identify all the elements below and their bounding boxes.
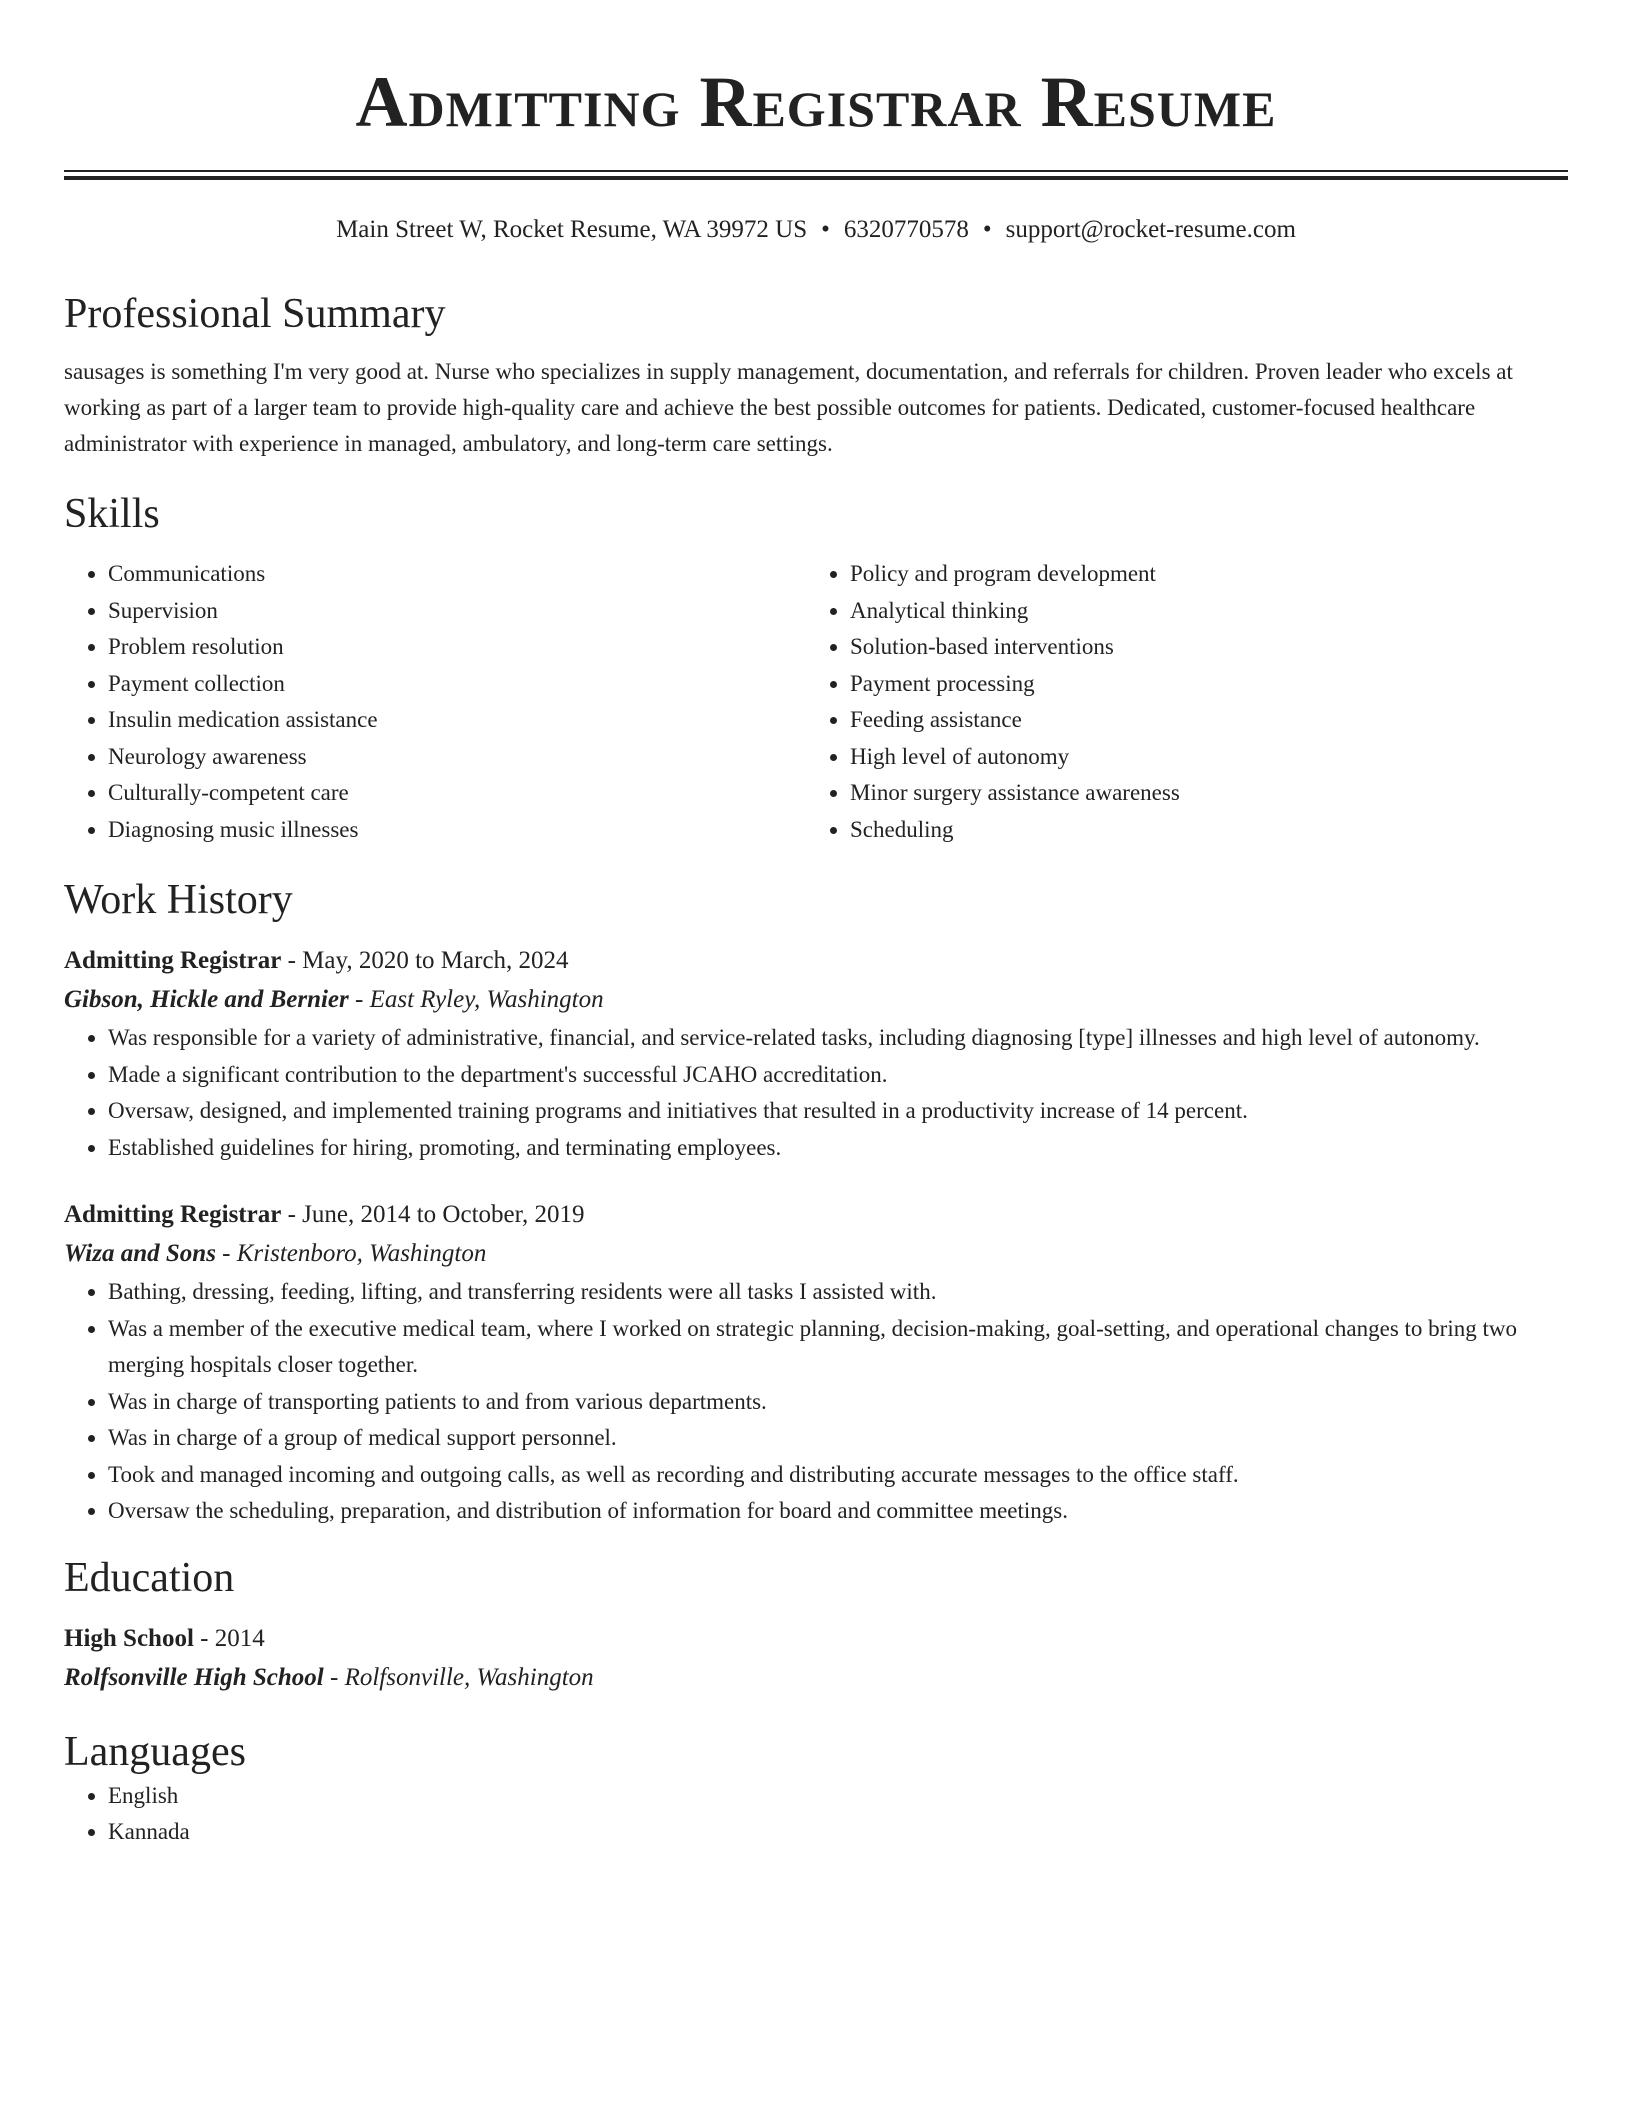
job-bullet: • Oversaw the scheduling, preparation, and distribution of information for board and committee meetings. [108,1493,1568,1530]
skill-item: • Diagnosing music illnesses [108,812,806,849]
job-location: - Kristenboro, Washington [215,1240,487,1267]
education-degree: High School [64,1624,194,1652]
skill-item: • Solution-based interventions [850,629,1548,666]
skill-item: • Scheduling [850,812,1548,849]
job-title: Admitting Registrar [64,1201,282,1228]
skill-item: • Problem resolution [108,629,806,666]
skill-item: • Payment collection [108,666,806,703]
job-header [64,1196,1568,1234]
job-bullet: • Was in charge of a group of medical support personnel. [108,1420,1568,1457]
job-bullet: • Bathing, dressing, feeding, lifting, and transferring residents were all tasks I assisted with. [108,1274,1568,1311]
skill-item: • High level of autonomy [850,739,1548,776]
language-item: • Kannada [108,1814,1568,1851]
summary-text: sausages is something I'm very good at. Nurse who specializes in supply management, documentation, and referrals for children. Proven leader who excels at working as part of a larger team to provide high-quality care and achieve the best possible outcomes for patients. Dedicated, customer-focused healthcare administrator with experience in managed, ambulatory, and long-term care settings. [64,359,1513,456]
work-history-heading: Work History [64,877,293,923]
education-header [64,1620,1568,1658]
job-employer [64,980,1568,1020]
skill-item: • Supervision [108,593,806,630]
job-bullet: • Was a member of the executive medical team, where I worked on strategic planning, decision-making, goal-setting, and operational changes to bring two merging hospitals closer together. [108,1311,1568,1384]
skill-item: • Feeding assistance [850,702,1548,739]
job-bullet: • Oversaw, designed, and implemented training programs and initiatives that resulted in a productivity increase of 14 percent. [108,1093,1568,1130]
title-divider [64,170,1568,180]
resume-page [64,0,1568,1851]
job-bullets [64,1020,1568,1166]
job-company: Gibson, Hickle and Bernier [64,986,349,1013]
summary-section [64,288,1568,462]
education-heading: Education [64,1554,235,1601]
contact-separator: • [821,216,830,243]
education-school-line [64,1658,1568,1698]
skills-columns [64,556,1568,848]
contact-address: Main Street W, Rocket Resume, WA 39972 US [336,216,808,243]
languages-heading: Languages [64,1728,246,1775]
job-location: - East Ryley, Washington [348,986,604,1013]
education-school: Rolfsonville High School [64,1663,324,1691]
education-year: - 2014 [193,1624,265,1652]
skills-left-list [64,556,806,848]
job-title: Admitting Registrar [64,947,282,974]
job-bullet: • Established guidelines for hiring, promoting, and terminating employees. [108,1130,1568,1167]
contact-email: support@rocket-resume.com [1005,216,1296,243]
job-bullet: • Was in charge of transporting patients to and from various departments. [108,1384,1568,1421]
job-header [64,942,1568,980]
language-item: • English [108,1778,1568,1815]
skill-item: • Insulin medication assistance [108,702,806,739]
contact-phone: 6320770578 [843,216,969,243]
languages-list [64,1778,1568,1851]
education-location: - Rolfsonville, Washington [323,1663,594,1691]
job-dates: - June, 2014 to October, 2019 [281,1201,585,1228]
job-bullet: • Made a significant contribution to the department's successful JCAHO accreditation. [108,1057,1568,1094]
job-bullets [64,1274,1568,1530]
skill-item: • Analytical thinking [850,593,1548,630]
skills-heading: Skills [64,491,160,537]
job-company: Wiza and Sons [64,1240,216,1267]
skills-right-list [806,556,1548,848]
resume-title: Admitting Registrar Resume [355,62,1277,142]
skill-item: • Minor surgery assistance awareness [850,775,1548,812]
job-dates: - May, 2020 to March, 2024 [281,947,569,974]
skill-item: • Neurology awareness [108,739,806,776]
skill-item: • Culturally-competent care [108,775,806,812]
education-section [64,1552,1568,1698]
languages-section [64,1726,1568,1851]
contact-line [64,214,1568,246]
job-bullet: • Was responsible for a variety of administrative, financial, and service-related tasks, including diagnosing [type] illnesses and high level of autonomy. [108,1020,1568,1057]
work-history-section [64,874,1568,1530]
skill-item: • Communications [108,556,806,593]
job-employer [64,1234,1568,1274]
summary-heading: Professional Summary [64,291,446,337]
contact-separator: • [982,216,992,243]
skill-item: • Policy and program development [850,556,1548,593]
job-bullet: • Took and managed incoming and outgoing calls, as well as recording and distributing accurate messages to the office staff. [108,1457,1568,1494]
skills-section [64,488,1568,848]
skill-item: • Payment processing [850,666,1548,703]
